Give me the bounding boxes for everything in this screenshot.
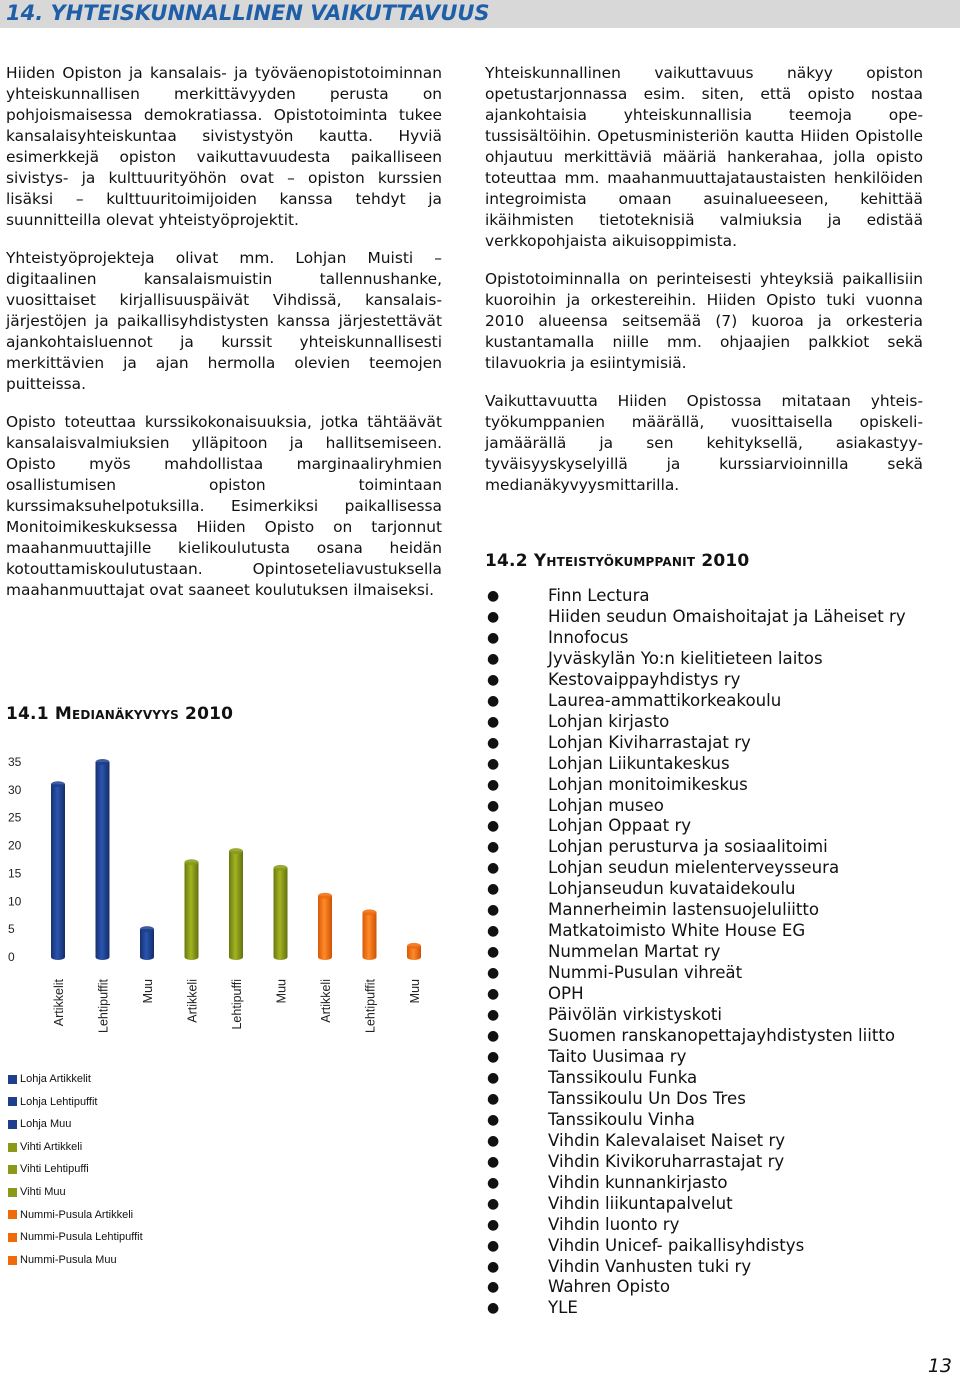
bullet-icon: ● [487,860,500,877]
y-tick-label: 30 [8,782,22,797]
bullet-icon: ● [487,1111,500,1128]
x-tick-label: Lehtipuffit [96,979,111,1033]
list-item [485,921,906,942]
bar [229,851,243,960]
bullet-icon: ● [487,713,500,730]
bar-chart [0,740,460,1060]
paragraph: Yhteistyöprojekteja olivat mm. Lohjan Muisti –digitaalinen kansalaismuistin tallennushanke, vuosittaiset kirjallisuuspäivät Vihdissä, kansalaisjärjestöjen ja paikallisyhdistysten kanssa järjestettävät ajankohtaisluennot ja kurssit yhteiskunnallisesti merkittävien ja ajan hermolla olevien teemojen puitteissa. [6,249,442,393]
legend-label: Lohja Lehtipuffit [20,1095,98,1108]
x-tick-label: Muu [274,979,289,1004]
bullet-icon: ● [487,1007,500,1024]
legend-item [8,1136,143,1159]
y-tick-label: 10 [8,894,22,909]
bullet-icon: ● [487,1090,500,1107]
bullet-icon: ● [487,608,500,625]
partner-name: Vihdin Unicef- paikallisyhdistys [548,1235,805,1255]
section-heading-partners [485,551,749,571]
bullet-icon: ● [487,776,500,793]
partner-name: Vihdin Vanhusten tuki ry [548,1256,752,1276]
bar [185,862,199,960]
bullet-icon: ● [487,1132,500,1149]
legend-swatch [8,1143,17,1152]
bar [140,929,154,960]
list-item [485,1277,906,1298]
partner-name: Vihdin kunnankirjasto [548,1172,728,1192]
legend-label: Vihti Artikkeli [20,1140,83,1153]
bar-cap [274,865,288,871]
list-item [485,1194,906,1215]
list-item [485,1173,906,1194]
list-item [485,1047,906,1068]
bullet-icon: ● [487,923,500,940]
bullet-icon: ● [487,692,500,709]
legend-label: Nummi-Pusula Muu [20,1253,117,1266]
bar [363,912,377,960]
partner-name: Lohjan monitoimikeskus [548,774,748,794]
partner-name: Lohjanseudun kuvataidekoulu [548,879,796,899]
bullet-icon: ● [487,629,500,646]
x-tick-label: Lehtipuffit [363,979,378,1033]
legend-label: Vihti Muu [20,1185,66,1198]
partner-name: Vihdin liikuntapalvelut [548,1193,733,1213]
bullet-icon: ● [487,1069,500,1086]
page-number: 13 [927,1355,952,1377]
legend-label: Nummi-Pusula Lehtipuffit [20,1231,143,1244]
partner-name: Kestovaippayhdistys ry [548,669,741,689]
x-tick-label: Muu [141,979,155,1004]
paragraph: Opisto toteuttaa kurssikokonaisuuksia, jotka tähtäävät kansalaisvalmiuksien ylläpitoon ja hallitsemiseen. Opisto myös mahdollistaa marginaaliryhmien osallistumisen opiston toimintaan kurssimaksuhelpotuksilla. Esimerkiksi paikallisessa Monitoimikeskuksessa Hiiden Opisto on tarjonnut maahanmuuttajille kielikoulutusta osana heidän kotouttamiskoulutustaan. Opintoseteliavustuksella maahanmuuttajat ovat saaneet koulutuksen ilmaiseksi. [6,413,442,599]
bullet-icon: ● [487,1174,500,1191]
heading-text: Medianäkyvyys 2010 [54,704,234,724]
paragraph: Hiiden Opiston ja kansalais- ja työväenopistotoiminnan yhteiskunnallisen merkittävyyden perusta on pohjoismaisessa demokratiassa. Opistotoiminta tukee kansalaisyhteiskuntaa sivistystyön kautta. Hyviä esimerkkejä opiston vaikuttavuudesta paikalliseen sivistys- ja kulttuurityöhön ovat – opiston kurssien lisäksi – kulttuuritoimijoiden kanssa tehdyt ja suunnitteilla olevat yhteistyöprojektit. [6,64,442,229]
partner-name: Finn Lectura [548,586,650,605]
chart-legend [8,1068,143,1271]
partner-name: OPH [548,984,584,1004]
partner-name: Lohjan museo [548,795,664,815]
list-item [485,712,906,733]
legend-item [8,1249,143,1272]
list-item [485,607,906,628]
legend-item [8,1113,143,1136]
left-column [6,63,442,618]
list-item [485,691,906,712]
list-item [485,586,906,607]
legend-label: Nummi-Pusula Artikkeli [20,1208,134,1221]
heading-number: 14.2 [485,551,534,571]
list-item [485,942,906,963]
bar-cap [185,859,199,865]
partner-name: Tanssikoulu Vinha [548,1109,695,1129]
list-item [485,649,906,670]
media-visibility-chart [0,740,460,1280]
x-tick-label: Artikkeli [319,979,333,1023]
legend-item [8,1158,143,1181]
bar [318,896,332,960]
bar [96,762,110,960]
bar-cap [407,943,421,949]
y-tick-label: 35 [8,755,22,769]
legend-swatch [8,1097,17,1106]
y-tick-label: 20 [8,838,22,853]
list-item [485,984,906,1005]
paragraph: Yhteiskunnallinen vaikuttavuus näkyy opiston opetustarjonnassa esim. siten, että opisto nostaa ajankohtaisia yhteiskunnallisia teemoja opetussisältöihin. Opetusministeriön kautta Hiiden Opistolle ohjautuu merkittäviä määriä hankerahaa, jolla opisto toteuttaa mm. maahanmuuttajataustaisten henkilöiden integroimista omaan asuinalueeseen, kehittää ikäihmisten tietoteknisiä valmiuksia ja edistää verkkopohjaista aikuisoppimista. [485,64,923,250]
list-item [485,796,906,817]
bullet-icon: ● [487,944,500,961]
list-item [485,670,906,691]
y-tick-label: 5 [8,922,15,937]
partner-name: Nummi-Pusulan vihreät [548,963,743,983]
bullet-icon: ● [487,734,500,751]
bullet-icon: ● [487,881,500,898]
y-tick-label: 25 [8,810,22,825]
bar-cap [51,781,65,787]
paragraph: Vaikuttavuutta Hiiden Opistossa mitataan yhteistyökumppanien määrällä, vuosittaisella opiskelijamäärällä ja sen kehityksellä, asiakastyytyväisyyskyselyillä ja kurssiarvioinnilla sekä medianäkyvyysmittarilla. [485,392,923,494]
bullet-icon: ● [487,671,500,688]
bar-cap [140,926,154,932]
y-tick-label: 15 [8,866,22,881]
list-item [485,816,906,837]
list-item [485,879,906,900]
legend-item [8,1091,143,1114]
list-item [485,1068,906,1089]
heading-text: Yhteistyökumppanit 2010 [533,551,750,571]
bullet-icon: ● [487,1153,500,1170]
partner-name: Suomen ranskanopettajayhdistysten liitto [548,1026,895,1046]
partner-name: Vihdin Kivikoruharrastajat ry [548,1151,785,1171]
bullet-icon: ● [487,588,500,604]
partner-name: Mannerheimin lastensuojeluliitto [548,900,820,920]
list-item [485,1026,906,1047]
list-item [485,1236,906,1257]
bars [51,759,421,960]
partner-name: Nummelan Martat ry [548,942,721,962]
legend-swatch [8,1210,17,1219]
partner-name: Matkatoimisto White House EG [548,921,806,941]
partner-name: Lohjan Liikuntakeskus [548,753,730,773]
bullet-icon: ● [487,986,500,1003]
legend-swatch [8,1075,17,1084]
bar [274,868,288,960]
legend-item [8,1068,143,1091]
x-tick-label: Muu [408,979,422,1004]
title-bar [0,0,960,28]
bullet-icon: ● [487,1028,500,1045]
bullet-icon: ● [487,797,500,814]
bullet-icon: ● [487,755,500,772]
bullet-icon: ● [487,839,500,856]
partner-name: Lohjan Kiviharrastajat ry [548,732,751,752]
list-item [485,900,906,921]
partner-name: Jyväskylän Yo:n kielitieteen laitos [548,648,823,668]
section-heading-media [6,704,233,724]
partner-name: YLE [548,1298,578,1318]
legend-item [8,1204,143,1227]
bullet-icon: ● [487,1216,500,1233]
legend-swatch [8,1256,17,1265]
list-item [485,837,906,858]
list-item [485,1089,906,1110]
page-title: 14. YHTEISKUNNALLINEN VAIKUTTAVUUS [6,1,490,25]
partner-name: Vihdin Kalevalaiset Naiset ry [548,1130,786,1150]
y-axis [8,755,22,964]
legend-swatch [8,1165,17,1174]
partner-name: Laurea-ammattikorkeakoulu [548,690,782,710]
paragraph: Opistotoiminnalla on perinteisesti yhteyksiä paikallisiin kuoroihin ja orkestereihin. Hiiden Opisto tuki vuonna 2010 alueensa seitsemää (7) kuoroa ja orkesteria kustantamalla niille mm. ohjaajien palkkiot sekä tilavuokria ja esiintymisiä. [485,270,923,372]
partner-name: Lohjan Oppaat ry [548,816,692,836]
list-item [485,628,906,649]
bar-cap [318,893,332,899]
list-item [485,963,906,984]
partner-name: Lohjan perusturva ja sosiaalitoimi [548,837,828,857]
partner-name: Tanssikoulu Un Dos Tres [548,1088,746,1108]
y-tick-label: 0 [8,950,15,964]
heading-number: 14.1 [6,704,55,724]
bullet-icon: ● [487,1048,500,1065]
legend-label: Lohja Artikkelit [20,1073,91,1085]
bullet-icon: ● [487,818,500,835]
x-tick-label: Artikkeli [185,979,200,1023]
bar-cap [229,848,243,854]
bullet-icon: ● [487,965,500,982]
bullet-icon: ● [487,902,500,919]
legend-swatch [8,1188,17,1197]
partner-name: Päivölän virkistyskoti [548,1005,722,1025]
partner-name: Vihdin luonto ry [548,1214,680,1234]
x-tick-label: Lehtipuffi [230,979,244,1030]
partner-name: Innofocus [548,627,629,647]
legend-swatch [8,1233,17,1242]
legend-item [8,1226,143,1249]
bullet-icon: ● [487,1258,500,1275]
list-item [485,733,906,754]
bullet-icon: ● [487,1279,500,1296]
bar-cap [96,759,110,765]
bar [51,784,65,960]
x-axis [52,978,422,1033]
list-item [485,1110,906,1131]
list-item [485,1257,906,1278]
list-item [485,1298,906,1319]
bullet-icon: ● [487,650,500,667]
partner-name: Taito Uusimaa ry [548,1046,687,1066]
legend-swatch [8,1120,17,1129]
list-item [485,858,906,879]
bullet-icon: ● [487,1195,500,1212]
partner-name: Hiiden seudun Omaishoitajat ja Läheiset ry [548,606,906,626]
list-item [485,1131,906,1152]
bar-cap [363,909,377,915]
partner-name: Wahren Opisto [548,1277,670,1297]
bullet-icon: ● [487,1237,500,1254]
legend-item [8,1181,143,1204]
list-item [485,775,906,796]
list-item [485,1152,906,1173]
bullet-icon: ● [487,1300,500,1317]
x-tick-label: Artikkelit [52,979,66,1027]
list-item [485,1005,906,1026]
partner-name: Lohjan seudun mielenterveysseura [548,858,840,878]
legend-label: Vihti Lehtipuffi [20,1163,89,1176]
list-item [485,754,906,775]
partner-name: Lohjan kirjasto [548,711,670,731]
partner-name: Tanssikoulu Funka [548,1067,698,1087]
right-column [485,63,923,513]
partner-list [485,586,906,1319]
list-item [485,1215,906,1236]
legend-label: Lohja Muu [20,1118,72,1131]
